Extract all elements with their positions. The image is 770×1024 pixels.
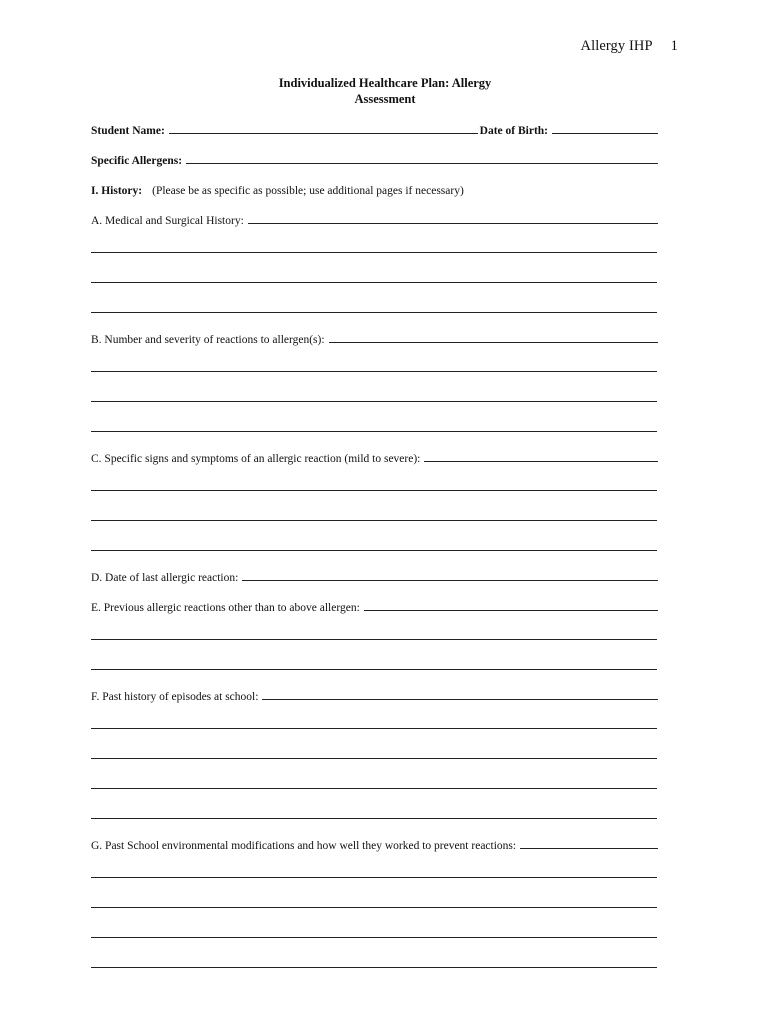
item-e-blank-line-2[interactable]	[91, 669, 657, 670]
page-number: 1	[670, 38, 678, 54]
date-of-birth-field[interactable]	[552, 133, 658, 134]
item-b-blank-line-2[interactable]	[91, 401, 657, 402]
item-g-row	[91, 836, 658, 852]
item-c-field[interactable]	[424, 461, 658, 462]
student-name-label: Student Name:	[91, 125, 165, 137]
item-f-row	[91, 687, 658, 703]
item-b-blank-line-3[interactable]	[91, 431, 657, 432]
item-a-blank-line-3[interactable]	[91, 312, 657, 313]
item-d-row	[91, 568, 658, 584]
date-of-birth-label: Date of Birth:	[479, 125, 548, 137]
history-heading: I. History:	[91, 185, 143, 197]
item-c-blank-line-1[interactable]	[91, 490, 657, 491]
item-c-blank-line-3[interactable]	[91, 550, 657, 551]
item-a-field[interactable]	[248, 223, 658, 224]
running-header	[581, 38, 678, 55]
item-f-blank-line-2[interactable]	[91, 758, 657, 759]
student-name-field[interactable]	[169, 133, 478, 134]
item-d-label: D. Date of last allergic reaction:	[91, 572, 239, 584]
item-e-blank-line-1[interactable]	[91, 639, 657, 640]
item-e-label: E. Previous allergic reactions other than to above allergen:	[91, 602, 360, 614]
title-line-2: Assessment	[354, 92, 416, 106]
item-c-row	[91, 449, 658, 465]
item-f-label: F. Past history of episodes at school:	[91, 691, 259, 703]
item-e-field[interactable]	[364, 610, 658, 611]
item-a-label: A. Medical and Surgical History:	[91, 215, 244, 227]
item-f-blank-line-4[interactable]	[91, 818, 657, 819]
item-f-field[interactable]	[262, 699, 658, 700]
item-g-blank-line-1[interactable]	[91, 877, 657, 878]
specific-allergens-row	[91, 151, 658, 167]
student-info-row	[91, 121, 658, 137]
specific-allergens-field[interactable]	[186, 163, 658, 164]
history-heading-row	[91, 181, 658, 197]
item-e-row	[91, 598, 658, 614]
item-a-row	[91, 211, 658, 227]
history-note: (Please be as specific as possible; use additional pages if necessary)	[152, 185, 464, 197]
item-g-blank-line-3[interactable]	[91, 937, 657, 938]
running-title: Allergy IHP	[580, 38, 653, 54]
item-c-label: C. Specific signs and symptoms of an allergic reaction (mild to severe):	[91, 453, 421, 465]
specific-allergens-label: Specific Allergens:	[91, 155, 183, 167]
item-a-blank-line-2[interactable]	[91, 282, 657, 283]
item-b-field[interactable]	[329, 342, 658, 343]
item-c-blank-line-2[interactable]	[91, 520, 657, 521]
page-title	[0, 75, 770, 107]
item-f-blank-line-3[interactable]	[91, 788, 657, 789]
item-g-blank-line-4[interactable]	[91, 967, 657, 968]
item-a-blank-line-1[interactable]	[91, 252, 657, 253]
item-g-blank-line-2[interactable]	[91, 907, 657, 908]
item-b-row	[91, 330, 658, 346]
item-d-field[interactable]	[242, 580, 658, 581]
item-g-label: G. Past School environmental modifications and how well they worked to prevent reactions:	[91, 840, 517, 852]
item-g-field[interactable]	[520, 848, 658, 849]
item-f-blank-line-1[interactable]	[91, 728, 657, 729]
item-b-blank-line-1[interactable]	[91, 371, 657, 372]
item-b-label: B. Number and severity of reactions to allergen(s):	[91, 334, 325, 346]
title-line-1: Individualized Healthcare Plan: Allergy	[278, 76, 492, 90]
